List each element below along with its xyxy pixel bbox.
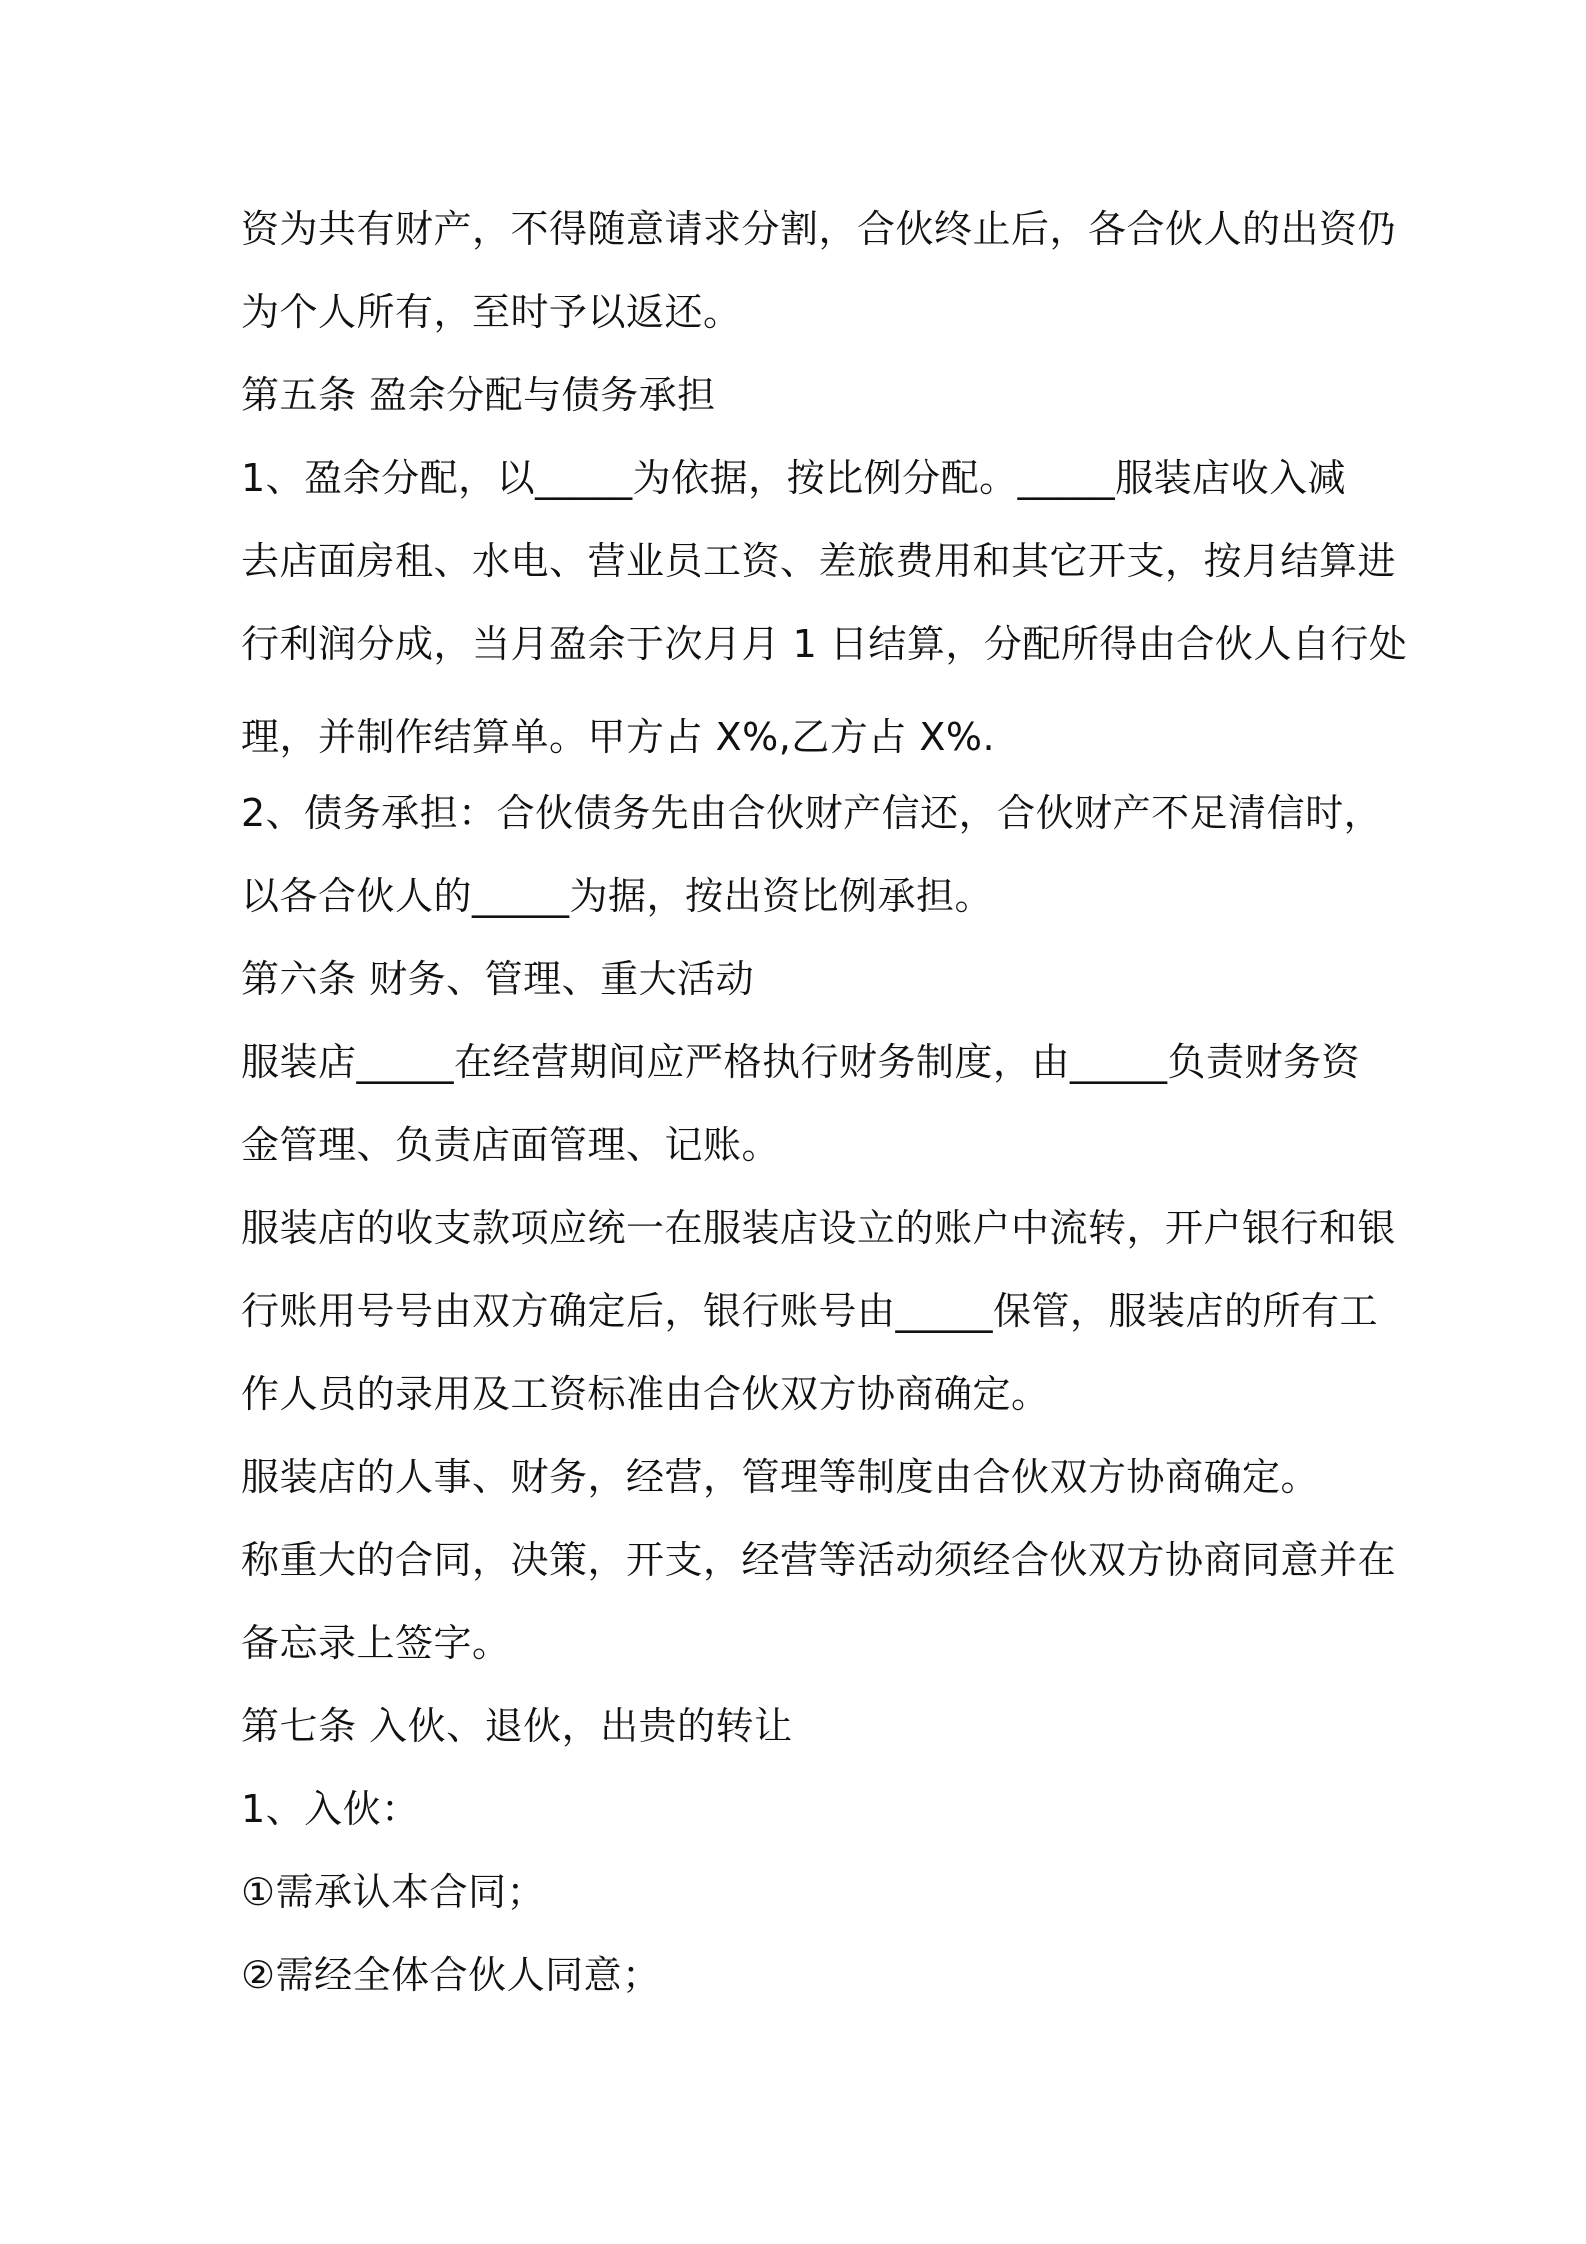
text-line: 作人员的录用及工资标准由合伙双方协商确定。: [241, 1372, 1050, 1416]
text-line: 服装店_____在经营期间应严格执行财务制度，由_____负责财务资: [241, 1040, 1361, 1084]
text-line: ②需经全体合伙人同意；: [241, 1953, 661, 1997]
text-line: 1、盈余分配，以_____为依据，按比例分配。_____服装店收入减: [241, 456, 1347, 500]
text-line: 行利润分成，当月盈余于次月月 1 日结算，分配所得由合伙人自行处: [241, 622, 1408, 666]
text-line: 2、债务承担：合伙债务先由合伙财产信还，合伙财产不足清信时，: [241, 791, 1383, 835]
section-heading-7: 第七条 入伙、退伙，出贵的转让: [241, 1704, 793, 1748]
text-line: 资为共有财产，不得随意请求分割，合伙终止后，各合伙人的出资仍: [241, 207, 1397, 251]
text-line: 理，并制作结算单。甲方占 X%,乙方占 X%.: [241, 715, 996, 759]
section-heading-6: 第六条 财务、管理、重大活动: [241, 957, 755, 1001]
section-heading-5: 第五条 盈余分配与债务承担: [241, 373, 716, 417]
text-line: 1、入伙：: [241, 1787, 420, 1831]
text-line: 服装店的人事、财务，经营，管理等制度由合伙双方协商确定。: [241, 1455, 1320, 1499]
text-line: 以各合伙人的_____为据，按出资比例承担。: [241, 874, 994, 918]
text-line: ①需承认本合同；: [241, 1870, 546, 1914]
text-line: 称重大的合同，决策，开支，经营等活动须经合伙双方协商同意并在: [241, 1538, 1397, 1582]
text-line: 金管理、负责店面管理、记账。: [241, 1123, 781, 1167]
text-line: 去店面房租、水电、营业员工资、差旅费用和其它开支，按月结算进: [241, 539, 1397, 583]
text-line: 为个人所有，至时予以返还。: [241, 290, 742, 334]
text-line: 服装店的收支款项应统一在服装店设立的账户中流转，开户银行和银: [241, 1206, 1397, 1250]
text-line: 备忘录上签字。: [241, 1621, 511, 1665]
text-line: 行账用号号由双方确定后，银行账号由_____保管，服装店的所有工: [241, 1289, 1379, 1333]
